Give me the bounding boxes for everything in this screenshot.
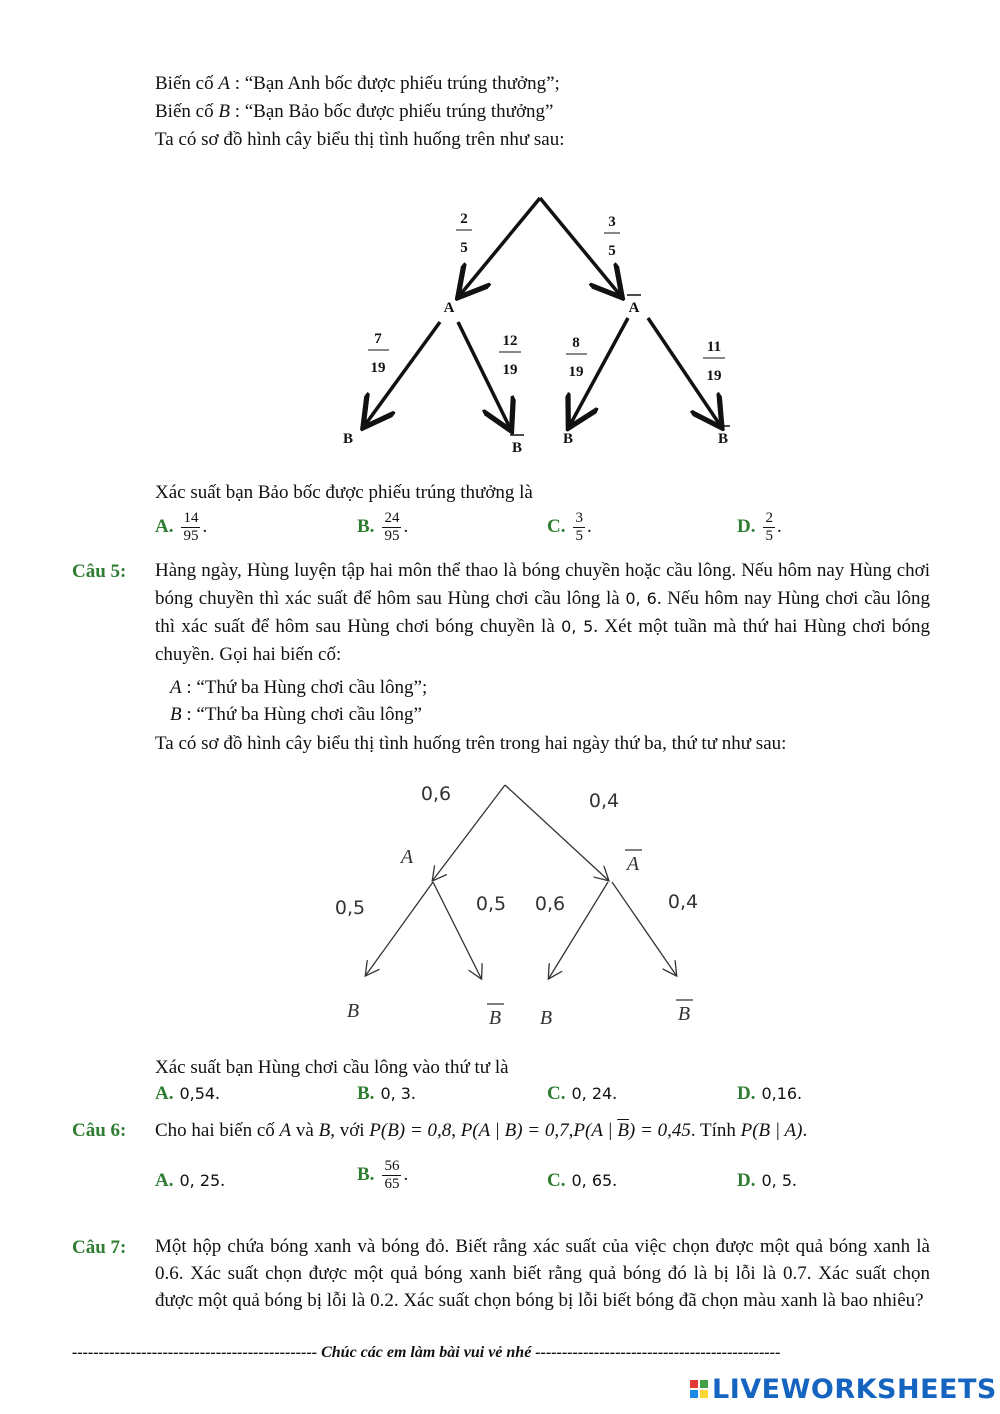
tree1-top-left-den: 5	[460, 240, 468, 256]
q5-option-c[interactable]: C. 0, 24.	[547, 1083, 617, 1104]
liveworksheets-brand-text: LIVEWORKSHEETS	[712, 1373, 997, 1405]
q6-label: Câu 6:	[72, 1120, 127, 1141]
tree1-leaf-bbar2: B	[717, 431, 729, 447]
q5-option-b[interactable]: B. 0, 3.	[357, 1083, 416, 1104]
tree1-branch-a	[460, 198, 540, 295]
tree2-branch-ll	[366, 882, 433, 975]
tree1-leaf-b1: B	[342, 431, 354, 447]
q5-label: Câu 5:	[72, 561, 127, 582]
q5-option-d[interactable]: D. 0,16.	[737, 1083, 802, 1104]
q5-event-a: A : “Thứ ba Hùng chơi cầu lông”;	[170, 677, 428, 698]
q6-option-c[interactable]: C. 0, 65.	[547, 1170, 617, 1191]
q5-paragraph: Hàng ngày, Hùng luyện tập hai môn thể thao là bóng chuyền hoặc cầu lông. Nếu hôm nay Hùng chơi bóng chuyền thì xác suất để hôm sau Hùng chơi cầu lông là 0, 6. Nếu hôm nay Hùng chơi cầu lông thì xác suất để hôm sau Hùng chơi bóng chuyền là 0, 5. Xét một tuần mà thứ hai Hùng chơi bóng chuyền. Gọi hai biến cố:	[155, 560, 931, 665]
probability-tree-1	[0, 0, 1000, 470]
q6-option-d[interactable]: D. 0, 5.	[737, 1170, 797, 1191]
q7-paragraph: Một hộp chứa bóng xanh và bóng đỏ. Biết rằng xác suất của việc chọn được một quả bóng xanh là 0.6. Xác suất chọn được một quả bóng xanh biết rằng quả bóng đó là bị lỗi là 0.7. Xác suất chọn được một quả bóng bị lỗi là 0.2. Xác suất chọn bóng bị lỗi biết bóng đã chọn màu xanh là bao nhiêu?	[155, 1236, 930, 1311]
tree1-rl-den: 19	[568, 364, 584, 380]
q5-tree-caption: Ta có sơ đồ hình cây biểu thị tình huống trên trong hai ngày thứ ba, thứ tư như sau:	[155, 733, 787, 754]
intro-tree-caption: Ta có sơ đồ hình cây biểu thị tình huống trên như sau:	[155, 129, 565, 150]
tree1-rr-num: 11	[706, 339, 722, 355]
tree2-branch-rr	[612, 882, 676, 975]
tree1-lr-den: 19	[502, 362, 518, 378]
liveworksheets-logo	[690, 1372, 997, 1406]
tree2-branch-lr	[433, 882, 481, 978]
q4-option-a[interactable]: A. $\frac{14}{95}$ .	[155, 510, 208, 544]
q4-option-b[interactable]: B. $\frac{24}{95}$ .	[357, 510, 409, 544]
tree1-leaf-bbar1: B	[511, 440, 523, 456]
q4-option-d[interactable]: D. $\frac{2}{5}$ .	[737, 510, 782, 544]
tree2-leaf-b2: B	[539, 1007, 553, 1029]
tree2-rl: 0,6	[534, 893, 566, 915]
tree1-node-a: A	[443, 300, 455, 316]
tree2-top-right: 0,4	[588, 790, 620, 812]
tree2-leaf-b1: B	[346, 1000, 360, 1022]
q4-option-c[interactable]: C. $\frac{3}{5}$ .	[547, 510, 592, 544]
liveworksheets-logo-icon	[690, 1380, 708, 1398]
tree1-lr-num: 12	[502, 333, 518, 349]
tree2-leaf-bbar1: B	[488, 1007, 502, 1029]
tree1-rl-num: 8	[572, 335, 580, 351]
q6-option-b[interactable]: B. $\frac{56}{65}$ .	[357, 1158, 409, 1192]
footer-message: ---------------------------------------------- Chúc các em làm bài vui vẻ nhé ----------------------------------------------	[72, 1344, 781, 1361]
q5-event-b: B : “Thứ ba Hùng chơi cầu lông”	[170, 704, 422, 725]
q5-question: Xác suất bạn Hùng chơi cầu lông vào thứ tư là	[155, 1057, 509, 1078]
tree2-node-a: A	[400, 846, 414, 868]
tree1-leaf-b2: B	[562, 431, 574, 447]
tree2-rr: 0,4	[667, 891, 699, 913]
tree1-top-right-den: 5	[608, 243, 616, 259]
tree2-lr: 0,5	[475, 893, 507, 915]
tree1-top-left-num: 2	[460, 211, 468, 227]
tree1-rr-den: 19	[706, 368, 722, 384]
tree2-ll: 0,5	[334, 897, 366, 919]
q7-label: Câu 7:	[72, 1237, 127, 1258]
q5-option-a[interactable]: A. 0,54.	[155, 1083, 220, 1104]
intro-event-a: Biến cố A : “Bạn Anh bốc được phiếu trúng thưởng”;	[155, 73, 560, 94]
q6-option-a[interactable]: A. 0, 25.	[155, 1170, 225, 1191]
tree1-top-right-num: 3	[608, 214, 616, 230]
q4-question: Xác suất bạn Bảo bốc được phiếu trúng thưởng là	[155, 482, 533, 503]
tree2-node-abar: A	[626, 853, 640, 875]
tree2-top-left: 0,6	[420, 783, 452, 805]
probability-tree-2	[0, 760, 1000, 1050]
tree1-ll-num: 7	[374, 331, 382, 347]
tree1-ll-den: 19	[370, 360, 386, 376]
tree1-node-abar: A	[628, 300, 640, 316]
q6-statement: Cho hai biến cố A và B, với P(B) = 0,8, P(A | B) = 0,7,P(A | $\overline{B}) = 0,45$. Tính P(B | A).	[155, 1120, 808, 1141]
tree2-leaf-bbar2: B	[677, 1003, 691, 1025]
intro-event-b: Biến cố B : “Bạn Bảo bốc được phiếu trúng thưởng”	[155, 101, 554, 122]
